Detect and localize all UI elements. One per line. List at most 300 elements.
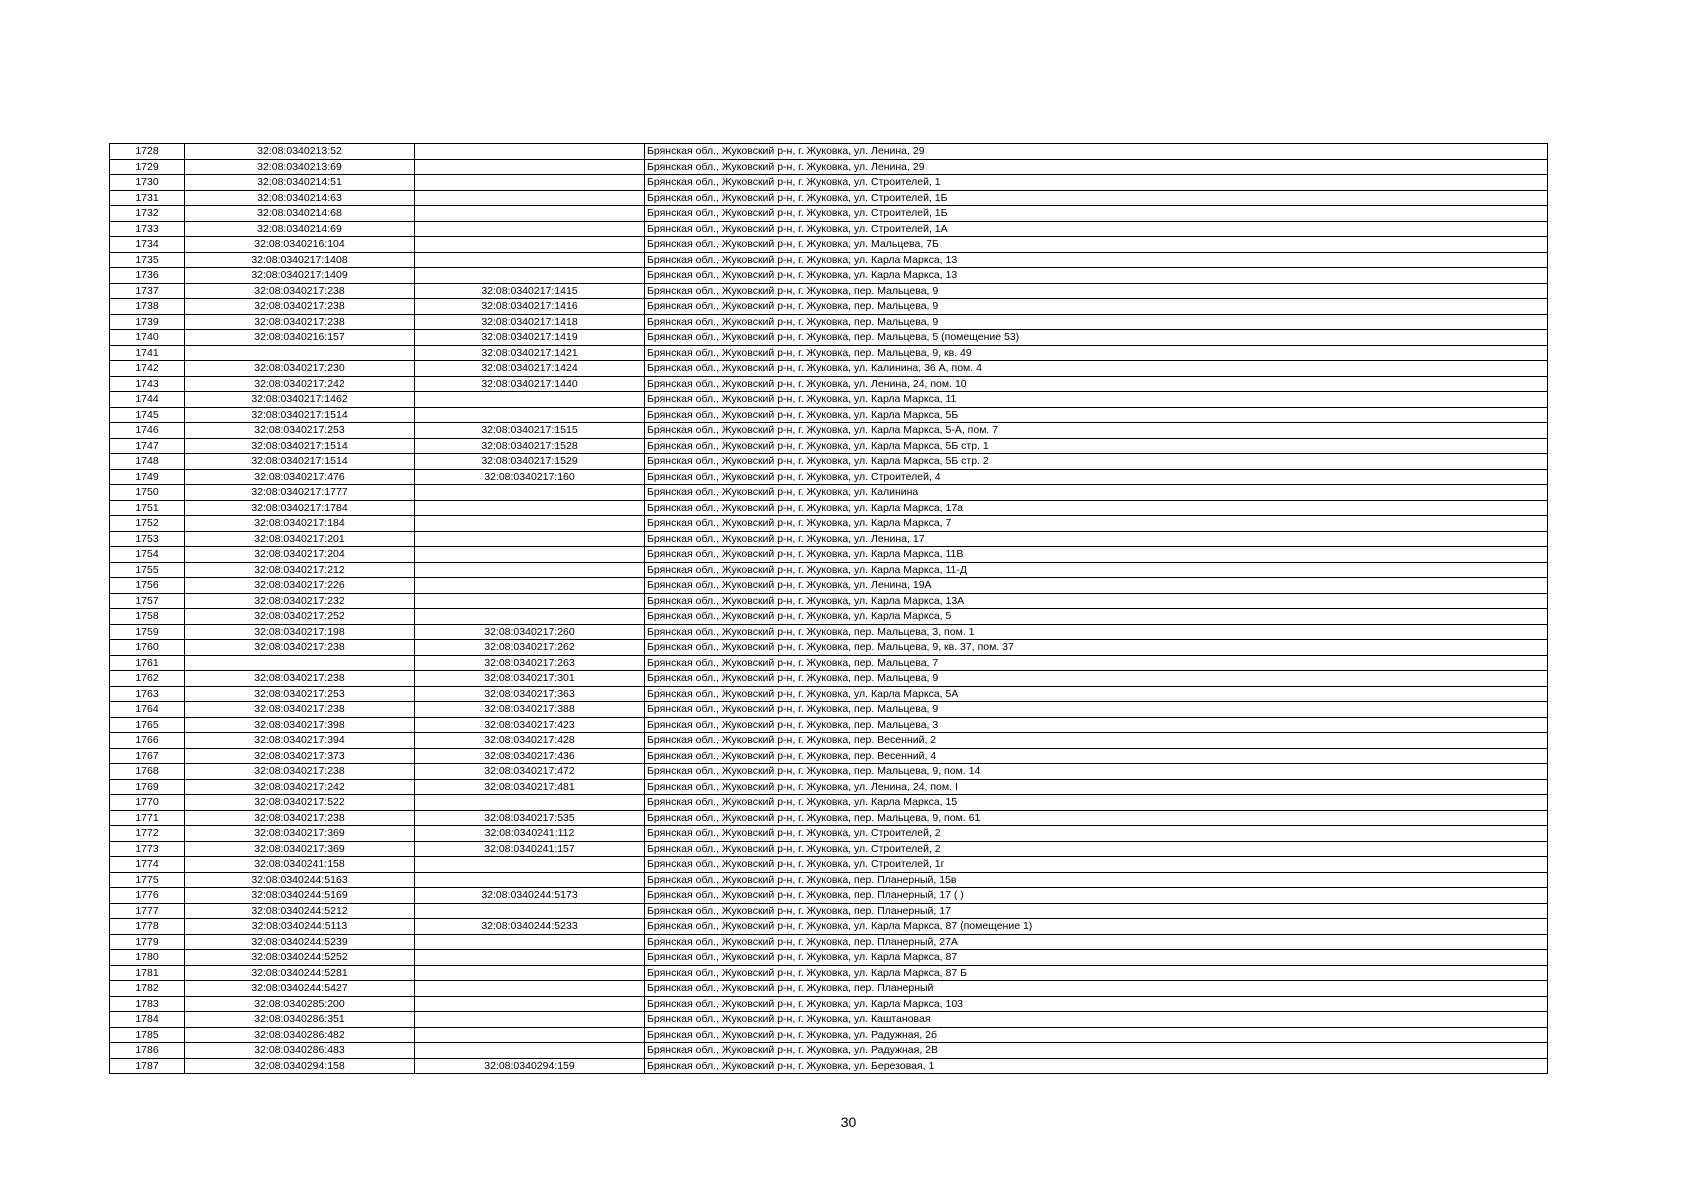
address-cell: Брянская обл., Жуковский р-н, г. Жуковка, ул. Карла Маркса, 103 <box>645 996 1548 1012</box>
cadastral-number-cell: 32:08:0340217:238 <box>185 764 415 780</box>
cadastral-number-cell: 32:08:0340217:369 <box>185 826 415 842</box>
cadastral-number-cell: 32:08:0340244:5212 <box>185 903 415 919</box>
address-cell: Брянская обл., Жуковский р-н, г. Жуковка, пер. Весенний, 4 <box>645 748 1548 764</box>
cadastral-number-cell: 32:08:0340286:483 <box>185 1043 415 1059</box>
related-cadastral-number-cell: 32:08:0340217:423 <box>415 717 645 733</box>
row-number-cell: 1787 <box>110 1058 185 1074</box>
row-number-cell: 1781 <box>110 965 185 981</box>
row-number-cell: 1745 <box>110 407 185 423</box>
table-row <box>110 221 1548 237</box>
address-cell: Брянская обл., Жуковский р-н, г. Жуковка, ул. Строителей, 1 <box>645 175 1548 191</box>
table-row <box>110 578 1548 594</box>
related-cadastral-number-cell <box>415 981 645 997</box>
address-cell: Брянская обл., Жуковский р-н, г. Жуковка, ул. Карла Маркса, 13 <box>645 268 1548 284</box>
address-cell: Брянская обл., Жуковский р-н, г. Жуковка, пер. Мальцева, 9 <box>645 702 1548 718</box>
table-row <box>110 252 1548 268</box>
cadastral-number-cell: 32:08:0340217:204 <box>185 547 415 563</box>
table-row <box>110 593 1548 609</box>
row-number-cell: 1772 <box>110 826 185 842</box>
table-row <box>110 934 1548 950</box>
cadastral-number-cell <box>185 345 415 361</box>
row-number-cell: 1782 <box>110 981 185 997</box>
address-cell: Брянская обл., Жуковский р-н, г. Жуковка, ул. Строителей, 4 <box>645 469 1548 485</box>
address-cell: Брянская обл., Жуковский р-н, г. Жуковка, пер. Планерный, 17 <box>645 903 1548 919</box>
table-row <box>110 826 1548 842</box>
row-number-cell: 1739 <box>110 314 185 330</box>
address-cell: Брянская обл., Жуковский р-н, г. Жуковка, ул. Ленина, 24, пом. 10 <box>645 376 1548 392</box>
cadastral-number-cell: 32:08:0340217:476 <box>185 469 415 485</box>
row-number-cell: 1764 <box>110 702 185 718</box>
cadastral-number-cell: 32:08:0340217:198 <box>185 624 415 640</box>
cadastral-number-cell: 32:08:0340217:522 <box>185 795 415 811</box>
address-cell: Брянская обл., Жуковский р-н, г. Жуковка, пер. Мальцева, 9, пом. 14 <box>645 764 1548 780</box>
related-cadastral-number-cell <box>415 268 645 284</box>
row-number-cell: 1736 <box>110 268 185 284</box>
cadastral-number-cell: 32:08:0340217:238 <box>185 299 415 315</box>
row-number-cell: 1761 <box>110 655 185 671</box>
table-row <box>110 686 1548 702</box>
address-cell: Брянская обл., Жуковский р-н, г. Жуковка, ул. Карла Маркса, 7 <box>645 516 1548 532</box>
row-number-cell: 1747 <box>110 438 185 454</box>
cadastral-number-cell: 32:08:0340286:351 <box>185 1012 415 1028</box>
related-cadastral-number-cell <box>415 407 645 423</box>
cadastral-number-cell: 32:08:0340217:242 <box>185 376 415 392</box>
row-number-cell: 1775 <box>110 872 185 888</box>
address-cell: Брянская обл., Жуковский р-н, г. Жуковка, ул. Карла Маркса, 87 Б <box>645 965 1548 981</box>
row-number-cell: 1777 <box>110 903 185 919</box>
related-cadastral-number-cell <box>415 516 645 532</box>
row-number-cell: 1735 <box>110 252 185 268</box>
address-cell: Брянская обл., Жуковский р-н, г. Жуковка, ул. Строителей, 1г <box>645 857 1548 873</box>
address-cell: Брянская обл., Жуковский р-н, г. Жуковка, ул. Карла Маркса, 13А <box>645 593 1548 609</box>
address-cell: Брянская обл., Жуковский р-н, г. Жуковка, ул. Калинина <box>645 485 1548 501</box>
cadastral-number-cell: 32:08:0340217:238 <box>185 671 415 687</box>
cadastral-number-cell: 32:08:0340217:394 <box>185 733 415 749</box>
row-number-cell: 1748 <box>110 454 185 470</box>
related-cadastral-number-cell <box>415 252 645 268</box>
cadastral-number-cell: 32:08:0340214:51 <box>185 175 415 191</box>
related-cadastral-number-cell <box>415 1043 645 1059</box>
cadastral-number-cell: 32:08:0340286:482 <box>185 1027 415 1043</box>
row-number-cell: 1754 <box>110 547 185 563</box>
address-cell: Брянская обл., Жуковский р-н, г. Жуковка, ул. Ленина, 29 <box>645 144 1548 160</box>
cadastral-number-cell: 32:08:0340285:200 <box>185 996 415 1012</box>
table-row <box>110 779 1548 795</box>
cadastral-number-cell: 32:08:0340217:1462 <box>185 392 415 408</box>
related-cadastral-number-cell: 32:08:0340217:1418 <box>415 314 645 330</box>
table-row <box>110 376 1548 392</box>
cadastral-number-cell: 32:08:0340217:1514 <box>185 407 415 423</box>
address-cell: Брянская обл., Жуковский р-н, г. Жуковка, ул. Ленина, 19А <box>645 578 1548 594</box>
address-cell: Брянская обл., Жуковский р-н, г. Жуковка, пер. Мальцева, 7 <box>645 655 1548 671</box>
address-cell: Брянская обл., Жуковский р-н, г. Жуковка, ул. Калинина, 36 А, пом. 4 <box>645 361 1548 377</box>
row-number-cell: 1765 <box>110 717 185 733</box>
related-cadastral-number-cell <box>415 531 645 547</box>
table-row <box>110 841 1548 857</box>
address-cell: Брянская обл., Жуковский р-н, г. Жуковка, ул. Радужная, 2В <box>645 1043 1548 1059</box>
related-cadastral-number-cell: 32:08:0340244:5233 <box>415 919 645 935</box>
table-row <box>110 903 1548 919</box>
table-row <box>110 671 1548 687</box>
row-number-cell: 1730 <box>110 175 185 191</box>
row-number-cell: 1734 <box>110 237 185 253</box>
row-number-cell: 1768 <box>110 764 185 780</box>
address-cell: Брянская обл., Жуковский р-н, г. Жуковка, ул. Карла Маркса, 17а <box>645 500 1548 516</box>
row-number-cell: 1757 <box>110 593 185 609</box>
address-cell: Брянская обл., Жуковский р-н, г. Жуковка, пер. Планерный, 27А <box>645 934 1548 950</box>
cadastral-number-cell: 32:08:0340213:52 <box>185 144 415 160</box>
address-cell: Брянская обл., Жуковский р-н, г. Жуковка, ул. Строителей, 2 <box>645 841 1548 857</box>
cadastral-number-cell: 32:08:0340216:104 <box>185 237 415 253</box>
cadastral-number-cell: 32:08:0340294:158 <box>185 1058 415 1074</box>
table-row <box>110 810 1548 826</box>
table-row <box>110 299 1548 315</box>
table-row <box>110 919 1548 935</box>
cadastral-number-cell: 32:08:0340217:232 <box>185 593 415 609</box>
row-number-cell: 1774 <box>110 857 185 873</box>
row-number-cell: 1738 <box>110 299 185 315</box>
row-number-cell: 1749 <box>110 469 185 485</box>
table-row <box>110 981 1548 997</box>
cadastral-number-cell: 32:08:0340217:1408 <box>185 252 415 268</box>
related-cadastral-number-cell <box>415 934 645 950</box>
address-cell: Брянская обл., Жуковский р-н, г. Жуковка, пер. Мальцева, 3 <box>645 717 1548 733</box>
related-cadastral-number-cell: 32:08:0340217:472 <box>415 764 645 780</box>
cadastral-number-cell: 32:08:0340217:253 <box>185 686 415 702</box>
address-cell: Брянская обл., Жуковский р-н, г. Жуковка, ул. Карла Маркса, 5Б стр. 2 <box>645 454 1548 470</box>
cadastral-number-cell <box>185 655 415 671</box>
address-cell: Брянская обл., Жуковский р-н, г. Жуковка, ул. Ленина, 29 <box>645 159 1548 175</box>
row-number-cell: 1746 <box>110 423 185 439</box>
cadastral-number-cell: 32:08:0340217:253 <box>185 423 415 439</box>
related-cadastral-number-cell <box>415 996 645 1012</box>
table-row <box>110 872 1548 888</box>
table-row <box>110 640 1548 656</box>
related-cadastral-number-cell <box>415 593 645 609</box>
table-row <box>110 469 1548 485</box>
table-row <box>110 345 1548 361</box>
cadastral-number-cell: 32:08:0340217:238 <box>185 810 415 826</box>
table-row <box>110 950 1548 966</box>
document-table-container <box>109 143 1547 1074</box>
row-number-cell: 1778 <box>110 919 185 935</box>
cadastral-number-cell: 32:08:0340217:398 <box>185 717 415 733</box>
table-body <box>110 144 1548 1074</box>
table-row <box>110 1027 1548 1043</box>
address-cell: Брянская обл., Жуковский р-н, г. Жуковка, ул. Карла Маркса, 5А <box>645 686 1548 702</box>
related-cadastral-number-cell: 32:08:0340217:160 <box>415 469 645 485</box>
row-number-cell: 1731 <box>110 190 185 206</box>
row-number-cell: 1740 <box>110 330 185 346</box>
related-cadastral-number-cell <box>415 159 645 175</box>
related-cadastral-number-cell: 32:08:0340217:1419 <box>415 330 645 346</box>
address-cell: Брянская обл., Жуковский р-н, г. Жуковка, пер. Мальцева, 9 <box>645 283 1548 299</box>
cadastral-number-cell: 32:08:0340214:69 <box>185 221 415 237</box>
related-cadastral-number-cell: 32:08:0340217:1415 <box>415 283 645 299</box>
related-cadastral-number-cell: 32:08:0340217:262 <box>415 640 645 656</box>
row-number-cell: 1784 <box>110 1012 185 1028</box>
table-row <box>110 764 1548 780</box>
table-row <box>110 175 1548 191</box>
cadastral-number-cell: 32:08:0340217:1514 <box>185 438 415 454</box>
row-number-cell: 1767 <box>110 748 185 764</box>
related-cadastral-number-cell: 32:08:0340244:5173 <box>415 888 645 904</box>
address-cell: Брянская обл., Жуковский р-н, г. Жуковка, пер. Мальцева, 9 <box>645 299 1548 315</box>
cadastral-number-cell: 32:08:0340217:201 <box>185 531 415 547</box>
table-row <box>110 857 1548 873</box>
table-row <box>110 330 1548 346</box>
cadastral-number-cell: 32:08:0340214:68 <box>185 206 415 222</box>
related-cadastral-number-cell <box>415 857 645 873</box>
address-cell: Брянская обл., Жуковский р-н, г. Жуковка, ул. Строителей, 1Б <box>645 190 1548 206</box>
related-cadastral-number-cell: 32:08:0340217:260 <box>415 624 645 640</box>
address-cell: Брянская обл., Жуковский р-н, г. Жуковка, ул. Карла Маркса, 11В <box>645 547 1548 563</box>
related-cadastral-number-cell: 32:08:0340217:1515 <box>415 423 645 439</box>
related-cadastral-number-cell <box>415 237 645 253</box>
related-cadastral-number-cell <box>415 190 645 206</box>
related-cadastral-number-cell <box>415 175 645 191</box>
row-number-cell: 1785 <box>110 1027 185 1043</box>
row-number-cell: 1750 <box>110 485 185 501</box>
row-number-cell: 1744 <box>110 392 185 408</box>
address-cell: Брянская обл., Жуковский р-н, г. Жуковка, ул. Карла Маркса, 87 (помещение 1) <box>645 919 1548 935</box>
table-row <box>110 438 1548 454</box>
table-row <box>110 748 1548 764</box>
related-cadastral-number-cell: 32:08:0340217:363 <box>415 686 645 702</box>
cadastral-number-cell: 32:08:0340241:158 <box>185 857 415 873</box>
page-number: 30 <box>840 1114 857 1130</box>
cadastral-number-cell: 32:08:0340217:1777 <box>185 485 415 501</box>
row-number-cell: 1755 <box>110 562 185 578</box>
address-cell: Брянская обл., Жуковский р-н, г. Жуковка, пер. Мальцева, 9, кв. 37, пом. 37 <box>645 640 1548 656</box>
row-number-cell: 1763 <box>110 686 185 702</box>
address-cell: Брянская обл., Жуковский р-н, г. Жуковка, пер. Планерный, 15в <box>645 872 1548 888</box>
row-number-cell: 1758 <box>110 609 185 625</box>
table-row <box>110 1058 1548 1074</box>
related-cadastral-number-cell: 32:08:0340217:388 <box>415 702 645 718</box>
row-number-cell: 1779 <box>110 934 185 950</box>
address-cell: Брянская обл., Жуковский р-н, г. Жуковка, пер. Планерный <box>645 981 1548 997</box>
address-cell: Брянская обл., Жуковский р-н, г. Жуковка, пер. Мальцева, 9 <box>645 314 1548 330</box>
row-number-cell: 1760 <box>110 640 185 656</box>
address-cell: Брянская обл., Жуковский р-н, г. Жуковка, пер. Мальцева, 5 (помещение 53) <box>645 330 1548 346</box>
row-number-cell: 1751 <box>110 500 185 516</box>
cadastral-number-cell: 32:08:0340217:238 <box>185 702 415 718</box>
row-number-cell: 1729 <box>110 159 185 175</box>
address-cell: Брянская обл., Жуковский р-н, г. Жуковка, ул. Карла Маркса, 5-А, пом. 7 <box>645 423 1548 439</box>
address-cell: Брянская обл., Жуковский р-н, г. Жуковка, ул. Строителей, 1А <box>645 221 1548 237</box>
row-number-cell: 1732 <box>110 206 185 222</box>
related-cadastral-number-cell <box>415 903 645 919</box>
related-cadastral-number-cell <box>415 950 645 966</box>
table-row <box>110 733 1548 749</box>
related-cadastral-number-cell <box>415 609 645 625</box>
row-number-cell: 1728 <box>110 144 185 160</box>
cadastral-number-cell: 32:08:0340216:157 <box>185 330 415 346</box>
cadastral-number-cell: 32:08:0340244:5281 <box>185 965 415 981</box>
address-cell: Брянская обл., Жуковский р-н, г. Жуковка, пер. Весенний, 2 <box>645 733 1548 749</box>
cadastral-number-cell: 32:08:0340217:238 <box>185 640 415 656</box>
table-row <box>110 144 1548 160</box>
table-row <box>110 237 1548 253</box>
related-cadastral-number-cell: 32:08:0340217:1529 <box>415 454 645 470</box>
row-number-cell: 1756 <box>110 578 185 594</box>
related-cadastral-number-cell <box>415 965 645 981</box>
cadastral-number-cell: 32:08:0340244:5252 <box>185 950 415 966</box>
row-number-cell: 1753 <box>110 531 185 547</box>
related-cadastral-number-cell: 32:08:0340217:1424 <box>415 361 645 377</box>
related-cadastral-number-cell <box>415 795 645 811</box>
row-number-cell: 1780 <box>110 950 185 966</box>
row-number-cell: 1771 <box>110 810 185 826</box>
cadastral-number-cell: 32:08:0340217:242 <box>185 779 415 795</box>
row-number-cell: 1773 <box>110 841 185 857</box>
row-number-cell: 1762 <box>110 671 185 687</box>
cadastral-number-cell: 32:08:0340213:69 <box>185 159 415 175</box>
row-number-cell: 1733 <box>110 221 185 237</box>
table-row <box>110 795 1548 811</box>
related-cadastral-number-cell: 32:08:0340241:112 <box>415 826 645 842</box>
address-cell: Брянская обл., Жуковский р-н, г. Жуковка, ул. Каштановая <box>645 1012 1548 1028</box>
table-row <box>110 702 1548 718</box>
related-cadastral-number-cell: 32:08:0340217:263 <box>415 655 645 671</box>
cadastral-number-cell: 32:08:0340217:230 <box>185 361 415 377</box>
row-number-cell: 1769 <box>110 779 185 795</box>
cadastral-number-cell: 32:08:0340217:226 <box>185 578 415 594</box>
related-cadastral-number-cell <box>415 872 645 888</box>
related-cadastral-number-cell: 32:08:0340217:481 <box>415 779 645 795</box>
related-cadastral-number-cell: 32:08:0340217:535 <box>415 810 645 826</box>
table-row <box>110 516 1548 532</box>
table-row <box>110 454 1548 470</box>
table-row <box>110 190 1548 206</box>
address-cell: Брянская обл., Жуковский р-н, г. Жуковка, пер. Мальцева, 3, пом. 1 <box>645 624 1548 640</box>
cadastral-number-cell: 32:08:0340217:212 <box>185 562 415 578</box>
address-cell: Брянская обл., Жуковский р-н, г. Жуковка, ул. Радужная, 2б <box>645 1027 1548 1043</box>
address-cell: Брянская обл., Жуковский р-н, г. Жуковка, ул. Карла Маркса, 15 <box>645 795 1548 811</box>
address-cell: Брянская обл., Жуковский р-н, г. Жуковка, ул. Карла Маркса, 11-Д <box>645 562 1548 578</box>
cadastral-number-cell: 32:08:0340217:1514 <box>185 454 415 470</box>
cadastral-number-cell: 32:08:0340217:1409 <box>185 268 415 284</box>
table-row <box>110 283 1548 299</box>
cadastral-table <box>109 143 1548 1074</box>
row-number-cell: 1766 <box>110 733 185 749</box>
address-cell: Брянская обл., Жуковский р-н, г. Жуковка, ул. Карла Маркса, 5Б стр. 1 <box>645 438 1548 454</box>
table-row <box>110 361 1548 377</box>
table-row <box>110 314 1548 330</box>
table-row <box>110 268 1548 284</box>
row-number-cell: 1783 <box>110 996 185 1012</box>
related-cadastral-number-cell <box>415 1027 645 1043</box>
address-cell: Брянская обл., Жуковский р-н, г. Жуковка, ул. Строителей, 2 <box>645 826 1548 842</box>
table-row <box>110 888 1548 904</box>
table-row <box>110 1012 1548 1028</box>
table-row <box>110 392 1548 408</box>
related-cadastral-number-cell <box>415 485 645 501</box>
address-cell: Брянская обл., Жуковский р-н, г. Жуковка, ул. Мальцева, 7Б <box>645 237 1548 253</box>
address-cell: Брянская обл., Жуковский р-н, г. Жуковка, пер. Мальцева, 9, пом. 61 <box>645 810 1548 826</box>
related-cadastral-number-cell: 32:08:0340217:428 <box>415 733 645 749</box>
row-number-cell: 1770 <box>110 795 185 811</box>
cadastral-number-cell: 32:08:0340244:5169 <box>185 888 415 904</box>
related-cadastral-number-cell <box>415 500 645 516</box>
table-row <box>110 717 1548 733</box>
related-cadastral-number-cell <box>415 578 645 594</box>
cadastral-number-cell: 32:08:0340214:63 <box>185 190 415 206</box>
table-row <box>110 531 1548 547</box>
row-number-cell: 1742 <box>110 361 185 377</box>
related-cadastral-number-cell <box>415 562 645 578</box>
address-cell: Брянская обл., Жуковский р-н, г. Жуковка, пер. Планерный, 17 ( ) <box>645 888 1548 904</box>
cadastral-number-cell: 32:08:0340217:1784 <box>185 500 415 516</box>
related-cadastral-number-cell: 32:08:0340217:1528 <box>415 438 645 454</box>
address-cell: Брянская обл., Жуковский р-н, г. Жуковка, ул. Карла Маркса, 87 <box>645 950 1548 966</box>
address-cell: Брянская обл., Жуковский р-н, г. Жуковка, ул. Березовая, 1 <box>645 1058 1548 1074</box>
address-cell: Брянская обл., Жуковский р-н, г. Жуковка, ул. Карла Маркса, 13 <box>645 252 1548 268</box>
related-cadastral-number-cell <box>415 206 645 222</box>
table-row <box>110 996 1548 1012</box>
cadastral-number-cell: 32:08:0340217:252 <box>185 609 415 625</box>
cadastral-number-cell: 32:08:0340217:238 <box>185 283 415 299</box>
address-cell: Брянская обл., Жуковский р-н, г. Жуковка, ул. Карла Маркса, 5Б <box>645 407 1548 423</box>
address-cell: Брянская обл., Жуковский р-н, г. Жуковка, ул. Ленина, 17 <box>645 531 1548 547</box>
related-cadastral-number-cell <box>415 392 645 408</box>
related-cadastral-number-cell: 32:08:0340217:301 <box>415 671 645 687</box>
table-row <box>110 485 1548 501</box>
cadastral-number-cell: 32:08:0340244:5427 <box>185 981 415 997</box>
cadastral-number-cell: 32:08:0340244:5239 <box>185 934 415 950</box>
row-number-cell: 1752 <box>110 516 185 532</box>
table-row <box>110 423 1548 439</box>
cadastral-number-cell: 32:08:0340244:5163 <box>185 872 415 888</box>
related-cadastral-number-cell <box>415 144 645 160</box>
row-number-cell: 1786 <box>110 1043 185 1059</box>
cadastral-number-cell: 32:08:0340217:184 <box>185 516 415 532</box>
table-row <box>110 624 1548 640</box>
table-row <box>110 159 1548 175</box>
table-row <box>110 547 1548 563</box>
table-row <box>110 407 1548 423</box>
related-cadastral-number-cell: 32:08:0340217:436 <box>415 748 645 764</box>
cadastral-number-cell: 32:08:0340217:238 <box>185 314 415 330</box>
address-cell: Брянская обл., Жуковский р-н, г. Жуковка, ул. Ленина, 24, пом. I <box>645 779 1548 795</box>
table-row <box>110 655 1548 671</box>
related-cadastral-number-cell <box>415 221 645 237</box>
related-cadastral-number-cell <box>415 547 645 563</box>
table-row <box>110 609 1548 625</box>
cadastral-number-cell: 32:08:0340217:369 <box>185 841 415 857</box>
related-cadastral-number-cell: 32:08:0340217:1440 <box>415 376 645 392</box>
address-cell: Брянская обл., Жуковский р-н, г. Жуковка, пер. Мальцева, 9, кв. 49 <box>645 345 1548 361</box>
row-number-cell: 1743 <box>110 376 185 392</box>
related-cadastral-number-cell: 32:08:0340294:159 <box>415 1058 645 1074</box>
cadastral-number-cell: 32:08:0340217:373 <box>185 748 415 764</box>
related-cadastral-number-cell: 32:08:0340241:157 <box>415 841 645 857</box>
address-cell: Брянская обл., Жуковский р-н, г. Жуковка, пер. Мальцева, 9 <box>645 671 1548 687</box>
table-row <box>110 500 1548 516</box>
related-cadastral-number-cell <box>415 1012 645 1028</box>
row-number-cell: 1759 <box>110 624 185 640</box>
table-row <box>110 1043 1548 1059</box>
table-row <box>110 206 1548 222</box>
table-row <box>110 965 1548 981</box>
cadastral-number-cell: 32:08:0340244:5113 <box>185 919 415 935</box>
row-number-cell: 1737 <box>110 283 185 299</box>
related-cadastral-number-cell: 32:08:0340217:1416 <box>415 299 645 315</box>
table-row <box>110 562 1548 578</box>
address-cell: Брянская обл., Жуковский р-н, г. Жуковка, ул. Карла Маркса, 11 <box>645 392 1548 408</box>
row-number-cell: 1741 <box>110 345 185 361</box>
